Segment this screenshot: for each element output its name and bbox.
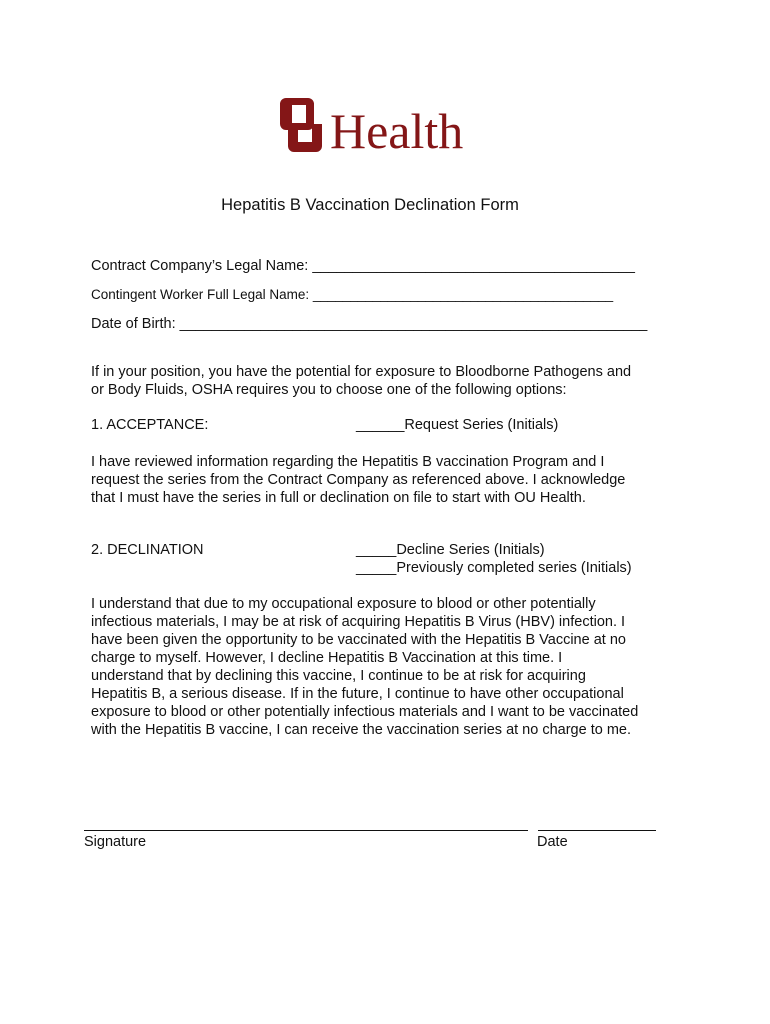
date-line[interactable]: [538, 830, 656, 831]
decline-series-initials-field[interactable]: _____Decline Series (Initials): [356, 542, 545, 558]
declination-paragraph: I understand that due to my occupational exposure to blood or other potentially infectious materials, I may be at risk of acquiring Hepatitis B Virus (HBV) infection. I have been given the opportunity to be vaccinated with the Hepatitis B Vaccine at no charge to myself. However, I decline Hepatitis B Vaccination at this time. I understand that by declining this vaccine, I continue to be at risk for acquiring Hepatitis B, a serious disease. If in the future, I continue to have other occupational exposure to blood or other potentially infectious materials and I want to be vaccinated with the Hepatitis B vaccine, I can receive the vaccination series at no charge to me.: [91, 596, 639, 738]
intro-paragraph: If in your position, you have the potential for exposure to Bloodborne Pathogens and or Body Fluids, OSHA requires you to choose one of the following options:: [91, 364, 632, 398]
worker-name-field[interactable]: Contingent Worker Full Legal Name: ________________________________________: [91, 287, 614, 302]
acceptance-paragraph: I have reviewed information regarding the Hepatitis B vaccination Program and I request the series from the Contract Company as referenced above. I acknowledge that I must have the series in full or declination on file to start with OU Health.: [91, 454, 626, 506]
signature-label: Signature: [84, 834, 147, 850]
acceptance-label: 1. ACCEPTANCE:: [91, 417, 209, 433]
ou-health-logo: [280, 92, 470, 156]
declination-label: 2. DECLINATION: [91, 542, 204, 558]
previously-completed-initials-field[interactable]: _____Previously completed series (Initials): [356, 560, 632, 576]
date-label: Date: [537, 834, 568, 850]
company-name-field[interactable]: Contract Company’s Legal Name: ________________________________________: [91, 258, 635, 274]
logo-brand-text: Health: [330, 103, 464, 156]
signature-line[interactable]: [84, 830, 528, 831]
request-series-initials-field[interactable]: ______Request Series (Initials): [356, 417, 559, 433]
form-title: Hepatitis B Vaccination Declination Form: [221, 196, 519, 214]
ou-monogram-icon: [280, 98, 322, 152]
date-of-birth-field[interactable]: Date of Birth: __________________________________________________________: [91, 316, 648, 332]
